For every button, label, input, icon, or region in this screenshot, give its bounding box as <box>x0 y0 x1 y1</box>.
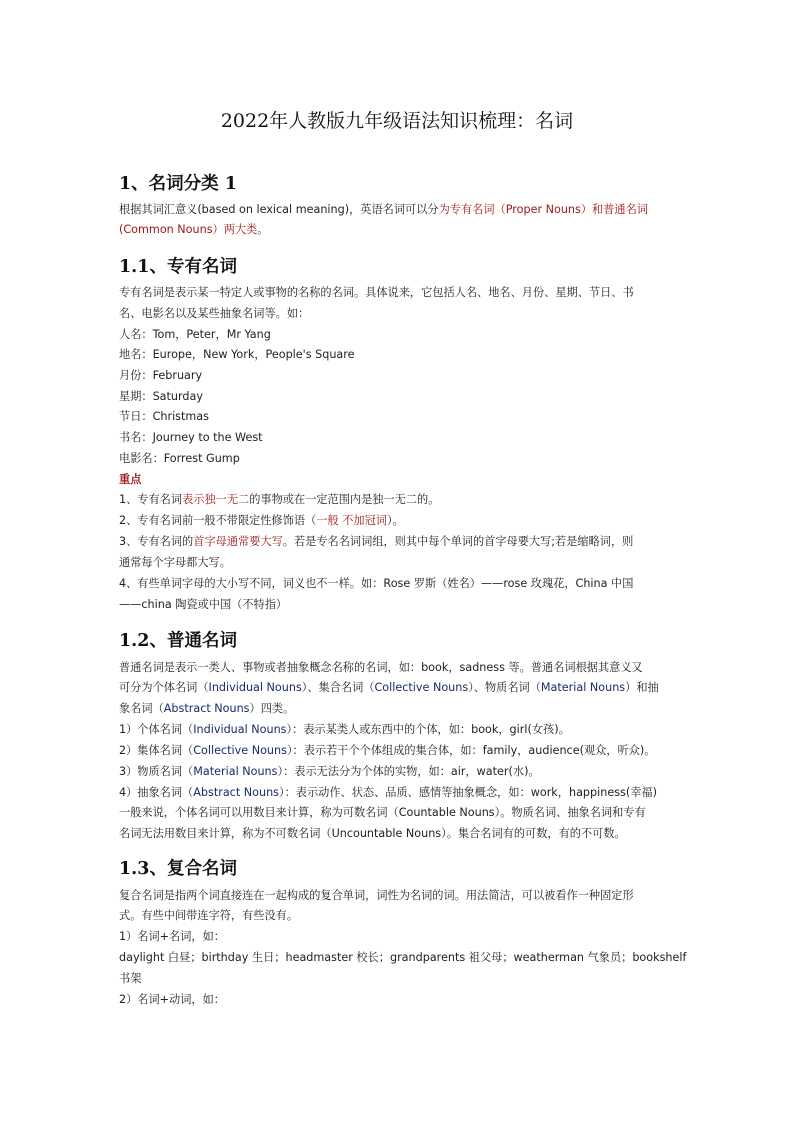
paragraph-s13-intro1: 复合名词是指两个词直接连在一起构成的复合单词，词性为名词的词。用法简洁，可以被看作一种固定形 <box>119 889 634 902</box>
text: ）：表示动作、状态、品质、感情等抽象概念，如：work，happiness(幸福) <box>279 786 657 799</box>
key-point-4-cont: ——china 陶瓷或中国（不特指） <box>119 598 288 611</box>
text: ）：表示无法分为个体的实物，如：air，water(水)。 <box>277 765 540 778</box>
text: ）、集合名词（ <box>301 681 375 694</box>
text: 。若是专名名词词组，则其中每个单词的首字母要大写;若是缩略词，则 <box>282 535 634 548</box>
paragraph-s12-intro2 <box>119 678 679 699</box>
text: 的事物或在一定范围内是独一无二的。 <box>249 493 440 506</box>
highlight-text: 表示独一无二 <box>182 493 250 506</box>
term-text: Individual Nouns <box>193 723 287 736</box>
paragraph-s11-intro2: 名、电影名以及某些抽象名词等。如： <box>119 307 310 320</box>
key-point-4: 4、有些单词字母的大小写不同，词义也不一样。如：Rose 罗斯（姓名）——rose 玫瑰花，China 中国 <box>119 577 634 590</box>
noun-type-1 <box>119 720 679 741</box>
noun-type-3 <box>119 762 679 783</box>
example-line: 月份：February <box>119 369 203 382</box>
term-text: Abstract Nouns <box>163 702 250 715</box>
section-heading-1: 1、名词分类 1 <box>119 174 237 194</box>
highlight-text: (Common Nouns）两大类 <box>119 223 258 236</box>
noun-type-2 <box>119 741 679 762</box>
key-point-1 <box>119 490 679 511</box>
noun-type-4 <box>119 783 679 804</box>
key-point-3-cont: 通常每个字母都大写。 <box>119 556 231 569</box>
term-text: Individual Nouns <box>208 681 302 694</box>
key-point-2 <box>119 511 679 532</box>
highlight-text: 为专有名词（Proper Nouns）和普通名词 <box>438 203 648 216</box>
term-text: Collective Nouns <box>193 744 287 757</box>
text: 1、专有名词 <box>119 493 183 506</box>
term-text: Abstract Nouns <box>193 786 279 799</box>
example-line: 书名：Journey to the West <box>119 431 263 444</box>
term-text: Material Nouns <box>540 681 626 694</box>
key-point-3 <box>119 532 679 553</box>
compound-examples-1-cont: 书架 <box>119 972 142 985</box>
compound-type-2: 2）名词+动词，如： <box>119 993 225 1006</box>
compound-type-1: 1）名词+名词，如： <box>119 930 225 943</box>
text: ）：表示某类人或东西中的个体，如：book，girl(女孩)。 <box>286 723 570 736</box>
paragraph-s1-line1 <box>119 200 679 221</box>
example-line: 人名：Tom，Peter，Mr Yang <box>119 328 271 341</box>
example-line: 地名：Europe，New York，People's Square <box>119 348 355 361</box>
text: 象名词（ <box>119 702 164 715</box>
paragraph-s1-line2 <box>119 220 679 241</box>
example-line: 星期：Saturday <box>119 390 203 403</box>
text: 2）集体名词（ <box>119 744 194 757</box>
example-line: 电影名：Forrest Gump <box>119 452 240 465</box>
text: 1）个体名词（ <box>119 723 194 736</box>
section-heading-1-1: 1.1、专有名词 <box>119 257 237 277</box>
text: ）：表示若干个个体组成的集合体，如：family，audience(观众，听众)。 <box>286 744 656 757</box>
text: 2、专有名词前一般不带限定性修饰语（ <box>119 514 317 527</box>
text: 3、专有名词的 <box>119 535 194 548</box>
section-heading-1-3: 1.3、复合名词 <box>119 859 237 879</box>
text: ）、物质名词（ <box>468 681 541 694</box>
text: ）四类。 <box>249 702 295 715</box>
term-text: Material Nouns <box>193 765 278 778</box>
highlight-text: 一般 不加冠词 <box>316 514 387 527</box>
paragraph-s12-intro3 <box>119 699 679 720</box>
paragraph-s11-intro1: 专有名词是表示某一特定人或事物的名称的名词。具体说来，它包括人名、地名、月份、星期、节日、书 <box>119 286 634 299</box>
compound-examples-1: daylight 白昼；birthday 生日；headmaster 校长；grandparents 祖父母；weatherman 气象员；bookshelf <box>119 951 687 964</box>
text: 可分为个体名词（ <box>119 681 209 694</box>
key-points-label: 重点 <box>119 473 142 486</box>
example-line: 节日：Christmas <box>119 410 209 423</box>
section-heading-1-2: 1.2、普通名词 <box>119 631 237 651</box>
paragraph-uncountable: 名词无法用数目来计算，称为不可数名词（Uncountable Nouns）。集合名词有的可数，有的不可数。 <box>119 827 626 840</box>
paragraph-s13-intro2: 式。有些中间带连字符，有些没有。 <box>119 909 299 922</box>
paragraph-countable: 一般来说，个体名词可以用数目来计算，称为可数名词（Countable Nouns）。物质名词、抽象名词和专有 <box>119 806 646 819</box>
text: 4）抽象名词（ <box>119 786 194 799</box>
text: 。 <box>257 223 269 236</box>
paragraph-s12-intro1: 普通名词是表示一类人、事物或者抽象概念名称的名词，如：book，sadness 等。普通名词根据其意义又 <box>119 661 643 674</box>
document-title: 2022年人教版九年级语法知识梳理：名词 <box>220 110 574 132</box>
text: ）。 <box>387 514 404 527</box>
term-text: Collective Nouns <box>374 681 469 694</box>
text: ）和抽 <box>625 681 659 694</box>
text: 3）物质名词（ <box>119 765 194 778</box>
highlight-text: 首字母通常要大写 <box>193 535 283 548</box>
text: 根据其词汇意义(based on lexical meaning)，英语名词可以分 <box>119 203 439 216</box>
